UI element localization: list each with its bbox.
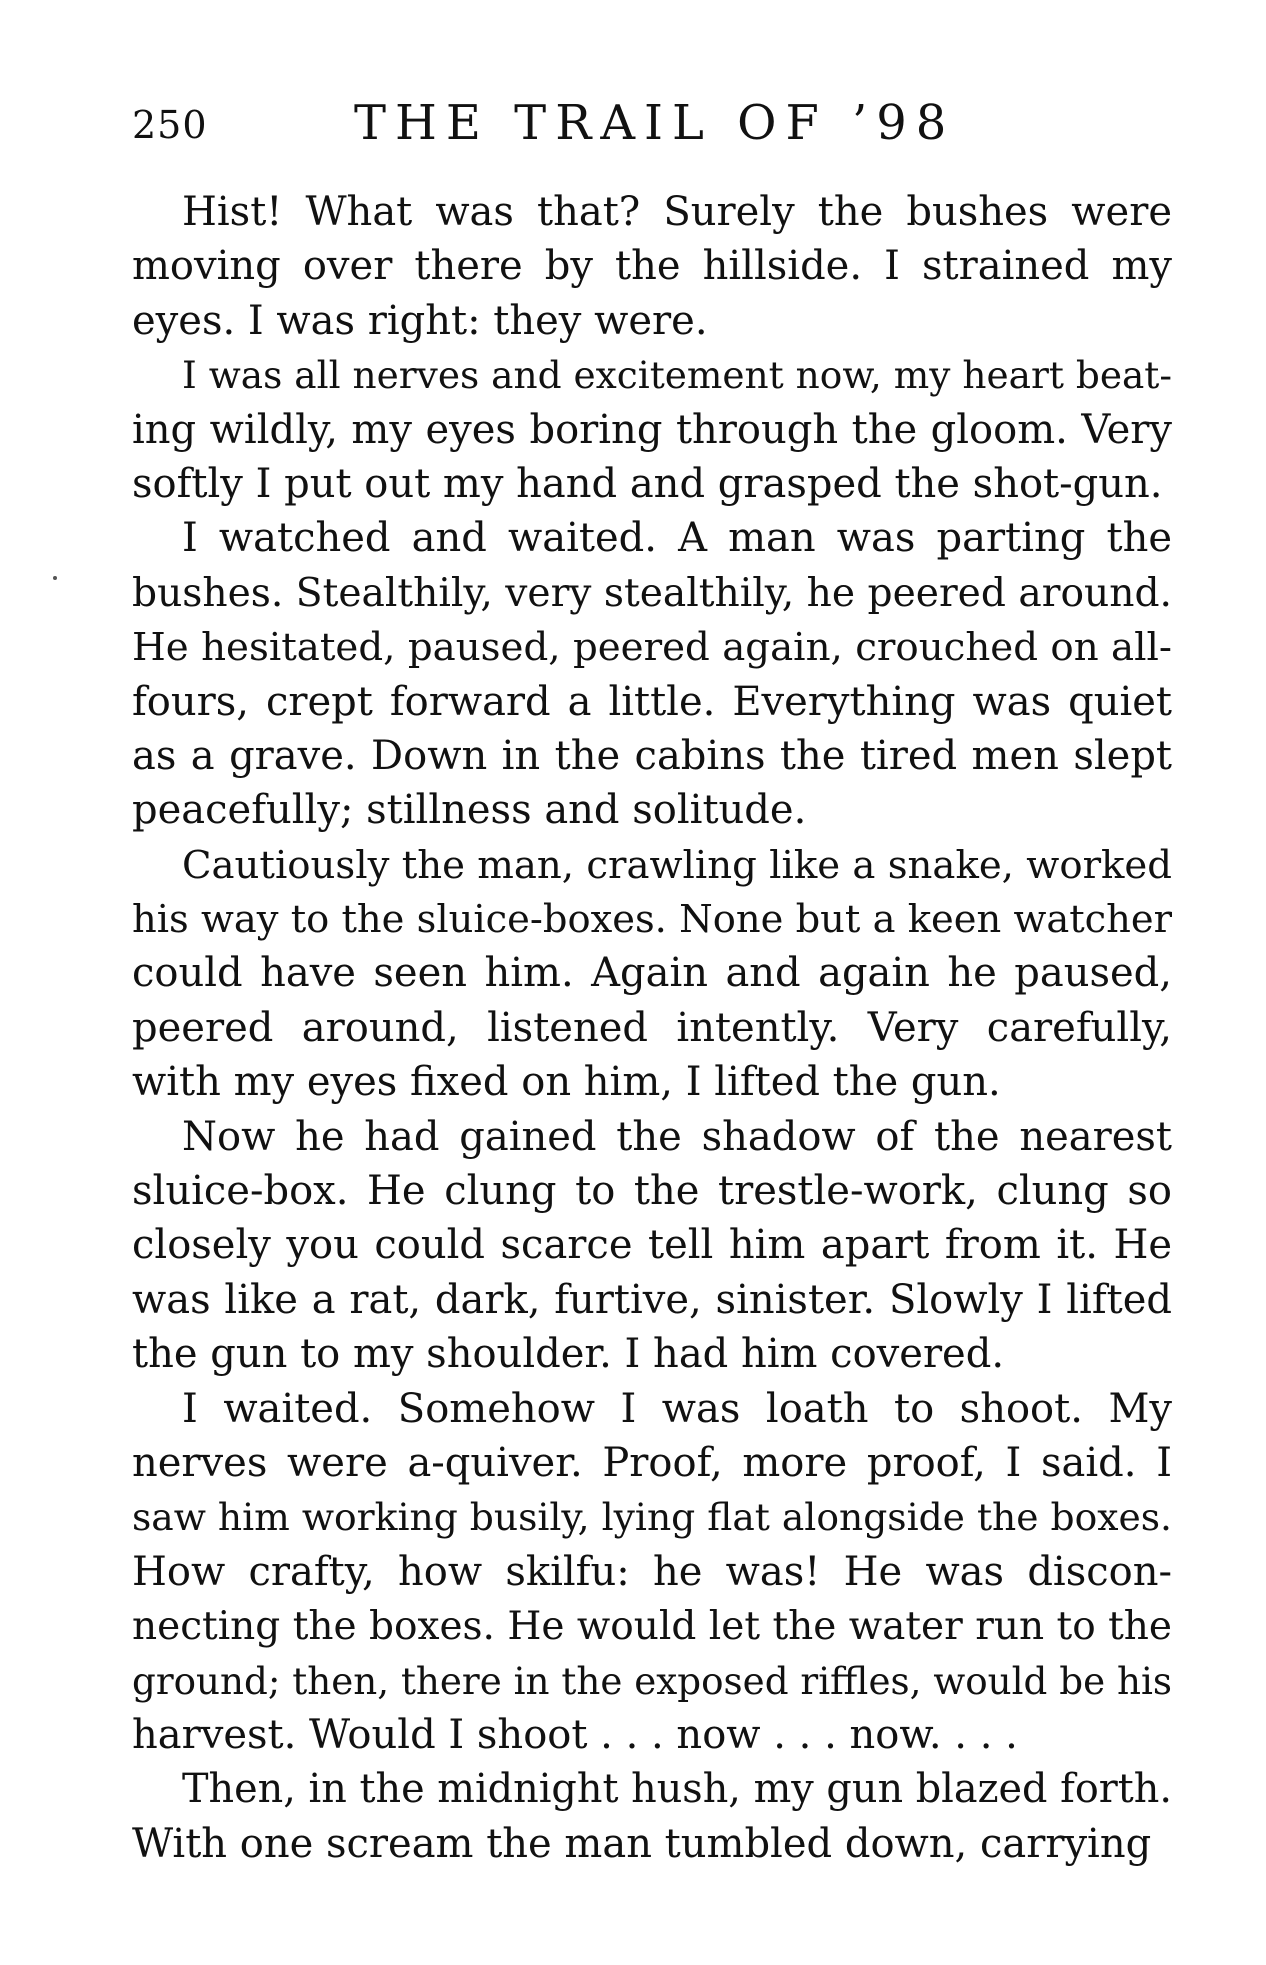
line-text: peered around, listened intently. Very carefully,: [132, 1004, 1172, 1051]
line-text: softly I put out my hand and grasped the shot-gun.: [132, 460, 1163, 507]
line-text: Then, in the midnight hush, my gun blazed forth.: [182, 1766, 1172, 1813]
line-text: peacefully; stillness and solitude.: [132, 787, 807, 834]
line-text: was like a rat, dark, furtive, sinister. Slowly I lifted: [132, 1276, 1172, 1323]
line-text: Cautiously the man, crawling like a snake, worked: [182, 842, 1172, 888]
text-line: [132, 838, 1172, 892]
line-text: How crafty, how skilfu: he was! He was discon-: [132, 1548, 1172, 1595]
line-text: moving over there by the hillside. I strained my: [132, 243, 1172, 290]
text-line: [132, 1654, 1172, 1708]
line-text: the gun to my shoulder. I had him covered.: [132, 1331, 1005, 1378]
book-title: THE TRAIL OF ’98: [354, 95, 956, 151]
text-line: [132, 1218, 1172, 1272]
text-line: [132, 892, 1172, 946]
text-line: [132, 1055, 1172, 1109]
page-number: 250: [132, 103, 208, 147]
line-text: Now he had gained the shadow of the nearest: [182, 1113, 1172, 1160]
body-text: [132, 185, 1172, 1871]
text-line: [132, 729, 1172, 783]
text-line: [132, 1708, 1172, 1762]
running-head: [132, 95, 1172, 165]
line-text: ground; then, there in the exposed riffles, would be his: [132, 1658, 1172, 1703]
text-line: [132, 403, 1172, 457]
text-line: [132, 1762, 1172, 1816]
margin-speck: [53, 576, 57, 580]
line-text: He hesitated, paused, peered again, crouched on all-: [132, 625, 1172, 671]
text-line: [132, 1001, 1172, 1055]
line-text: With one scream the man tumbled down, carrying: [132, 1820, 1152, 1867]
text-line: [132, 1382, 1172, 1436]
line-text: ing wildly, my eyes boring through the gloom. Very: [132, 406, 1172, 453]
text-line: [132, 511, 1172, 565]
text-line: [132, 1327, 1172, 1381]
text-line: [132, 783, 1172, 837]
line-text: saw him working busily, lying flat alongside the boxes.: [132, 1495, 1172, 1540]
text-line: [132, 1436, 1172, 1490]
text-line: [132, 675, 1172, 729]
line-text: eyes. I was right: they were.: [132, 297, 708, 344]
text-line: [132, 1490, 1172, 1544]
line-text: I waited. Somehow I was loath to shoot. My: [182, 1385, 1172, 1432]
line-text: could have seen him. Again and again he paused,: [132, 950, 1172, 997]
line-text: as a grave. Down in the cabins the tired men slept: [132, 732, 1172, 779]
text-line: [132, 348, 1172, 402]
line-text: closely you could scarce tell him apart from it. He: [132, 1222, 1172, 1269]
line-text: I was all nerves and excitement now, my heart beat-: [182, 353, 1172, 398]
line-text: sluice-box. He clung to the trestle-work, clung so: [132, 1168, 1172, 1215]
text-line: [132, 620, 1172, 674]
line-text: nerves were a-quiver. Proof, more proof, I said. I: [132, 1439, 1172, 1486]
line-text: I watched and waited. A man was parting the: [182, 515, 1172, 562]
line-text: his way to the sluice-boxes. None but a keen watcher: [132, 897, 1172, 943]
text-line: [132, 294, 1172, 348]
line-text: with my eyes fixed on him, I lifted the gun.: [132, 1059, 1001, 1106]
text-line: [132, 1273, 1172, 1327]
text-line: [132, 1110, 1172, 1164]
text-line: [132, 1164, 1172, 1218]
line-text: necting the boxes. He would let the water run to the: [132, 1604, 1172, 1650]
text-line: [132, 946, 1172, 1000]
text-line: [132, 1545, 1172, 1599]
text-line: [132, 1817, 1172, 1871]
line-text: harvest. Would I shoot . . . now . . . now. . . .: [132, 1711, 1018, 1758]
line-text: bushes. Stealthily, very stealthily, he peered around.: [132, 570, 1172, 616]
text-line: [132, 185, 1172, 239]
line-text: fours, crept forward a little. Everything was quiet: [132, 678, 1172, 725]
text-line: [132, 566, 1172, 620]
text-line: [132, 457, 1172, 511]
text-line: [132, 1599, 1172, 1653]
text-line: [132, 239, 1172, 293]
line-text: Hist! What was that? Surely the bushes were: [182, 189, 1172, 235]
